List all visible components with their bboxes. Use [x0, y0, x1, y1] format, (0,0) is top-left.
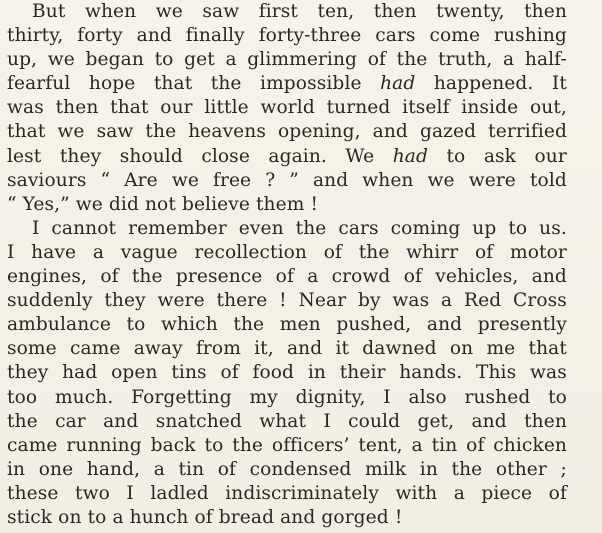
word: I	[7, 241, 15, 263]
word: and	[312, 169, 349, 191]
word: thirty,	[7, 25, 64, 47]
word: vague	[120, 241, 178, 263]
text-line	[7, 458, 567, 482]
word: the	[233, 314, 265, 336]
word: of	[100, 266, 119, 288]
text-line	[7, 482, 567, 506]
word: “	[7, 193, 17, 215]
word: a	[153, 458, 165, 480]
word: out,	[529, 97, 567, 119]
text-line	[7, 434, 567, 458]
word: back	[150, 434, 196, 456]
word: suddenly	[7, 290, 93, 312]
word: glimmering	[247, 49, 358, 71]
word: of	[403, 266, 422, 288]
word: the	[232, 434, 264, 456]
word: get	[184, 49, 215, 71]
word: that	[528, 338, 567, 360]
word: and	[136, 25, 172, 47]
text-line	[7, 410, 567, 434]
word: lest	[7, 145, 42, 167]
word: of	[475, 241, 494, 263]
word: had	[392, 145, 428, 167]
word: presence	[175, 266, 263, 288]
word: these	[7, 482, 59, 504]
word: cars	[338, 217, 379, 239]
word: the	[7, 410, 38, 432]
word: tin	[431, 434, 458, 456]
word: was	[530, 362, 567, 384]
word: when	[84, 1, 137, 22]
word: which	[161, 314, 218, 336]
word: then	[373, 1, 417, 22]
word: Red	[464, 290, 502, 312]
word: hand,	[86, 458, 141, 480]
text-line	[7, 386, 567, 410]
word: to	[508, 217, 528, 239]
word: could	[348, 410, 401, 432]
word: should	[119, 145, 183, 167]
word: with	[395, 482, 438, 504]
word: ”	[289, 169, 299, 191]
word: fearful	[7, 73, 71, 95]
word: then	[524, 410, 567, 432]
word: gazed	[419, 121, 477, 143]
word: coming	[390, 217, 461, 239]
word: to	[154, 49, 174, 71]
word: heavens	[188, 121, 266, 143]
word: and	[286, 338, 323, 360]
word: !	[279, 290, 287, 312]
word: on	[449, 338, 474, 360]
word: terrified	[488, 121, 567, 143]
word: then	[524, 1, 567, 22]
word: they	[104, 290, 146, 312]
word: Forgetting	[131, 386, 232, 408]
word: our	[160, 97, 193, 119]
word: a	[411, 434, 423, 456]
word: cars	[375, 25, 416, 47]
word: and	[426, 314, 463, 336]
word: that	[153, 73, 193, 95]
word: tent,	[358, 434, 403, 456]
word: were	[468, 169, 516, 191]
word: two	[75, 482, 110, 504]
word: indiscriminately	[225, 482, 379, 504]
word: engines,	[7, 266, 88, 288]
word: car	[55, 410, 86, 432]
word: also	[408, 386, 447, 408]
word: the	[295, 217, 327, 239]
word: even	[238, 217, 284, 239]
word: little	[204, 97, 249, 119]
word: of	[220, 362, 239, 384]
word: we	[75, 193, 103, 215]
word: close	[201, 145, 250, 167]
word: I	[323, 410, 331, 432]
word: men	[279, 314, 321, 336]
word: of	[194, 506, 213, 528]
text-line	[7, 96, 567, 120]
word: Cross	[513, 290, 567, 312]
word: of	[323, 241, 342, 263]
word: !	[394, 506, 403, 528]
word: tin	[178, 458, 205, 480]
word: what	[259, 410, 307, 432]
word: too	[7, 386, 38, 408]
word: forty-three	[258, 25, 362, 47]
word: remember	[128, 217, 227, 239]
word: condensed	[249, 458, 352, 480]
word: by	[358, 290, 381, 312]
word: were	[157, 290, 205, 312]
word: cannot	[51, 217, 117, 239]
text-line	[7, 24, 567, 48]
word: I	[383, 386, 391, 408]
word: recollection	[194, 241, 308, 263]
word: one	[38, 458, 74, 480]
cut-off-text-fragment	[7, 520, 567, 533]
word: ?	[265, 169, 276, 191]
word: when	[362, 169, 414, 191]
word: and	[280, 506, 316, 528]
word: dignity,	[295, 386, 366, 408]
word: to	[204, 434, 224, 456]
text-line	[7, 193, 567, 217]
text-line	[7, 120, 567, 144]
word: to	[446, 145, 466, 167]
word: a	[503, 49, 515, 71]
word: again.	[268, 145, 327, 167]
word: have	[31, 241, 77, 263]
word: of	[217, 458, 237, 480]
word: the	[396, 49, 428, 71]
text-line	[7, 0, 567, 24]
word: hands.	[399, 362, 463, 384]
word: ask	[483, 145, 517, 167]
word: began	[85, 49, 144, 71]
word: of	[466, 434, 485, 456]
word: did	[108, 193, 139, 215]
word: twenty,	[436, 1, 505, 22]
word: opening,	[278, 121, 361, 143]
word: much.	[54, 386, 114, 408]
word: vehicles,	[435, 266, 519, 288]
word: of	[548, 482, 567, 504]
word: we	[57, 121, 85, 143]
word: that	[7, 121, 46, 143]
paragraph	[7, 0, 567, 217]
word: bread	[218, 506, 275, 528]
word: not	[144, 193, 176, 215]
word: it,	[254, 338, 274, 360]
word: free	[212, 169, 252, 191]
word: food	[252, 362, 295, 384]
word: to	[548, 386, 567, 408]
word: came	[7, 434, 58, 456]
word: pushed,	[336, 314, 412, 336]
text-line	[7, 169, 567, 193]
word: open	[111, 362, 158, 384]
word: !	[310, 193, 319, 215]
word: up	[472, 217, 497, 239]
word: the	[145, 121, 177, 143]
word: gorged	[321, 506, 389, 528]
word: crowd	[331, 266, 391, 288]
word: our	[534, 145, 567, 167]
word: of	[275, 266, 294, 288]
word: the	[131, 266, 163, 288]
word: come	[429, 25, 481, 47]
word: piece	[481, 482, 533, 504]
text-line	[7, 145, 567, 169]
word: Near	[298, 290, 347, 312]
word: of	[367, 49, 386, 71]
text-line	[7, 337, 567, 361]
word: in	[419, 458, 438, 480]
text-line	[7, 265, 567, 289]
word: world	[260, 97, 315, 119]
word: truth,	[438, 49, 493, 71]
word: milk	[365, 458, 407, 480]
word: came	[69, 338, 121, 360]
word: we	[171, 169, 199, 191]
word: rushing	[494, 25, 567, 47]
word: the	[358, 241, 390, 263]
word: We	[345, 145, 375, 167]
word: the	[451, 458, 483, 480]
word: a	[112, 506, 124, 528]
text-line	[7, 241, 567, 265]
word: the	[210, 73, 242, 95]
word: ladled	[150, 482, 209, 504]
word: snatched	[155, 410, 242, 432]
word: ;	[560, 458, 567, 480]
word: had	[62, 362, 98, 384]
word: ambulance	[7, 314, 111, 336]
word: “	[100, 169, 111, 191]
word: I	[32, 217, 40, 239]
page-text	[7, 0, 567, 530]
word: It	[551, 73, 567, 95]
word: presently	[477, 314, 567, 336]
word: to	[126, 314, 146, 336]
word: rushed	[464, 386, 531, 408]
text-line	[7, 313, 567, 337]
word: me	[486, 338, 516, 360]
word: then	[55, 97, 99, 119]
word: a	[225, 49, 237, 71]
word: forty	[77, 25, 123, 47]
word: itself	[402, 97, 450, 119]
word: a	[307, 266, 319, 288]
word: we	[155, 1, 183, 22]
word: turned	[326, 97, 391, 119]
word: was	[7, 97, 44, 119]
text-line	[7, 72, 567, 96]
text-line	[7, 48, 567, 72]
word: dawned	[362, 338, 437, 360]
word: chicken	[493, 434, 567, 456]
word: saw	[96, 121, 134, 143]
cut-off-next-line	[7, 520, 567, 533]
word: finally	[185, 25, 245, 47]
word: officers’	[271, 434, 350, 456]
word: and	[103, 410, 139, 432]
word: tins	[171, 362, 207, 384]
word: we	[427, 169, 455, 191]
word: was	[392, 290, 430, 312]
word: and	[471, 410, 507, 432]
word: in	[7, 458, 26, 480]
word: saw	[202, 1, 240, 22]
text-line	[7, 217, 567, 241]
word: impossible	[260, 73, 362, 95]
word: believe	[181, 193, 250, 215]
word: ten,	[317, 1, 355, 22]
word: that	[110, 97, 149, 119]
word: told	[529, 169, 567, 191]
word: This	[475, 362, 517, 384]
word: saviours	[7, 169, 87, 191]
word: hunch	[129, 506, 189, 528]
word: stick	[7, 506, 53, 528]
word: it	[335, 338, 350, 360]
word: running	[66, 434, 142, 456]
text-line	[7, 289, 567, 313]
word: whirr	[406, 241, 459, 263]
word: up,	[7, 49, 38, 71]
word: us.	[539, 217, 567, 239]
word: Yes,”	[22, 193, 70, 215]
word: a	[441, 290, 453, 312]
paragraph	[7, 217, 567, 530]
word: and	[531, 266, 567, 288]
word: first	[258, 1, 298, 22]
word: other	[495, 458, 547, 480]
word: and	[372, 121, 408, 143]
word: to	[87, 506, 107, 528]
word: half-	[524, 49, 567, 71]
word: inside	[461, 97, 519, 119]
text-line	[7, 361, 567, 385]
word: there	[216, 290, 268, 312]
word: them	[255, 193, 305, 215]
word: they	[59, 145, 102, 167]
word: But	[32, 1, 66, 22]
word: motor	[509, 241, 567, 263]
word: Are	[124, 169, 158, 191]
word: away	[133, 338, 183, 360]
word: happened.	[433, 73, 534, 95]
word: we	[47, 49, 75, 71]
word: they	[7, 362, 49, 384]
word: in	[307, 362, 326, 384]
word: some	[7, 338, 57, 360]
word: I	[126, 482, 134, 504]
word: hope	[88, 73, 136, 95]
word: from	[195, 338, 241, 360]
word: my	[249, 386, 278, 408]
word: a	[453, 482, 465, 504]
word: on	[58, 506, 82, 528]
word: get,	[417, 410, 455, 432]
word: their	[339, 362, 386, 384]
word: had	[380, 73, 416, 95]
word: a	[92, 241, 105, 263]
